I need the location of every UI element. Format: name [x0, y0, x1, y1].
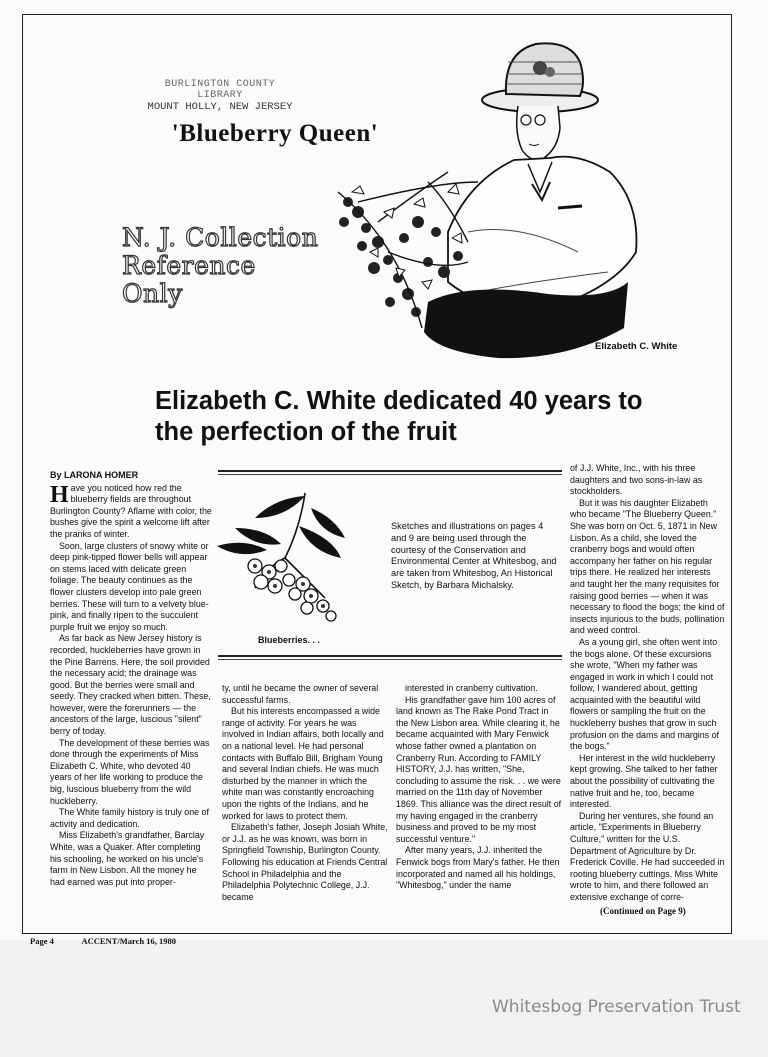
paragraph: ty, until he became the owner of several successful farms.: [222, 683, 379, 705]
byline: By LARONA HOMER: [50, 470, 139, 480]
watermark: Whitesbog Preservation Trust: [492, 997, 741, 1017]
paragraph: As a young girl, she often went into the bogs alone. Of these excursions she wrote, "When my father was engaged in work in which I could not follow, I wandered about, getting acquainted with the beautiful wild flowers or sampling the fruit on the huckleberry bushes that grow in such profusion on the dams and margins of the bogs.": [570, 636, 719, 752]
paragraph: During her ventures, she found an article, "Experiments in Blueberry Culture," written for the U.S. Department of Agriculture by Dr. Frederick Coville. He had succeeded in rooting blueberry cuttings. Miss White wrote to him, and there followed an extensive exchange of corre-: [570, 810, 725, 902]
illustration-credit: [391, 521, 561, 592]
paragraph: The White family history is truly one of activity and dedication.: [50, 807, 209, 829]
paragraph: But it was his daughter Elizabeth who became "The Blueberry Queen." She was born on Oct. 5, 1871 in New Lisbon. As a child, she loved the cranberry bogs and would often accompany her father on his regular trips there. He realized her interests and taught her the many requisites for raising good berries — when it was necessary to flood the bogs; the kind of insects injurious to the buds, pollination and weed control.: [570, 497, 725, 636]
article-column-1: [50, 470, 213, 888]
paragraph: The development of these berries was done through the experiments of Miss Elizabeth C. White, who devoted 40 years of her life working to produce the big, luscious blueberry from the wild huckleberry.: [50, 737, 210, 806]
credit-text: Sketches and illustrations on pages 4 and 9 are being used through the courtesy of the Conservation and Environmental Center at Whitesbog, and are taken from Whitesbog, An Historical Sketch, by Barbara Michalsky.: [391, 521, 557, 590]
issue-date: ACCENT/March 16, 1980: [81, 936, 177, 946]
paragraph: But his interests encompassed a wide range of activity. For years he was involved in Indian affairs, both locally and on a national level. He had personal contacts with Buffalo Bill, Brigham Young and several Indian chiefs. He was much disturbed by the manner in which the white man was constantly encroaching upon the rights of the Indians, and he worked for laws to protect them.: [222, 706, 384, 821]
paragraph: Soon, large clusters of snowy white or deep pink-tipped flower bells will appear on stems laced with delicate green foliage. The beauty continues as the flower clusters develop into pale green berries. These will turn to a velvety blue-pink, and finally ripen to the succulent purple fruit we enjoy so much.: [50, 540, 209, 632]
blueberries-illustration: [215, 488, 355, 623]
library-stamp-name: BURLINGTON COUNTY LIBRARY: [164, 79, 276, 101]
elizabeth-white-illustration: [318, 32, 648, 362]
drop-cap: H: [50, 481, 69, 508]
paragraph: Her interest in the wild huckleberry kept growing. She talked to her father about the possibility of cultivating the native fruit and he, too, became interested.: [570, 752, 718, 810]
article-title: Elizabeth C. White dedicated 40 years to the perfection of the fruit: [155, 387, 643, 446]
berries-caption: Blueberries. . .: [258, 635, 321, 645]
portrait-caption: Elizabeth C. White: [595, 341, 678, 352]
paragraph: His grandfather gave him 100 acres of land known as The Rake Pond Tract in the New Lisbon area. While clearing it, he became acquainted with Mary Fenwick whose father owned a plantation on Cranberry Run. According to FAMILY HISTORY, J.J. has written, "She, concluding to assume the risk. . . we were married on the 11th day of November 1869. This alliance was the direct result of my having engaged in the cranberry business and proved to be my most successful venture.": [396, 694, 562, 844]
library-stamp-location: MOUNT HOLLY, NEW JERSEY: [147, 101, 293, 113]
page-number: Page 4: [30, 936, 54, 946]
continued-note: (Continued on Page 9): [600, 906, 686, 916]
article-column-4: [570, 463, 726, 904]
blueberry-queen-headline: 'Blueberry Queen': [171, 120, 379, 147]
divider-rule: [218, 474, 562, 475]
divider-rule: [218, 655, 562, 657]
page-footer: [30, 936, 202, 946]
library-stamp: [140, 79, 300, 113]
article-column-3: [396, 683, 562, 892]
reference-stamp: [122, 224, 322, 308]
paragraph: After many years, J.J. inherited the Fenwick bogs from Mary's father. He then incorporated and named all his holdings, "Whitesbog," under the name: [396, 845, 560, 891]
paragraph: Elizabeth's father, Joseph Josiah White, or J.J. as he was known, was born in Springfield Township, Burlington County. Following his education at Friends Central School in Philadelphia and the Philadelphia Polytechnic College, J.J. became: [222, 822, 388, 902]
article-column-2: [222, 683, 388, 903]
divider-rule: [218, 659, 562, 660]
paragraph: interested in cranberry cultivation.: [405, 683, 538, 693]
paragraph: As far back as New Jersey history is recorded, huckleberries have grown in the Pine Barrens. Here, the soil provided the necessary acid; the drainage was good. But the berries were small and seedy. They cracked when bitten. These, however, were the forerunners — the ancestors of the large, luscious "silent" berry of today.: [50, 633, 211, 737]
paragraph: of J.J. White, Inc., with his three daughters and two sons-in-law as stockholders.: [570, 463, 703, 497]
paragraph: Miss Elizabeth's grandfather, Barclay White, was a Quaker. After completing his schooling, he worked on his uncle's farm in New Lisbon. All the money he had earned was put into proper-: [50, 830, 205, 887]
paragraph: ave you noticed how red the blueberry fields are throughout Burlington County? Aflame with color, the bushes give the spirit a welcome lift after the pranks of winter.: [50, 482, 212, 539]
reference-stamp-line1: N. J. Collection: [122, 223, 319, 252]
reference-stamp-line2: Reference Only: [122, 251, 256, 308]
divider-rule: [218, 470, 562, 472]
